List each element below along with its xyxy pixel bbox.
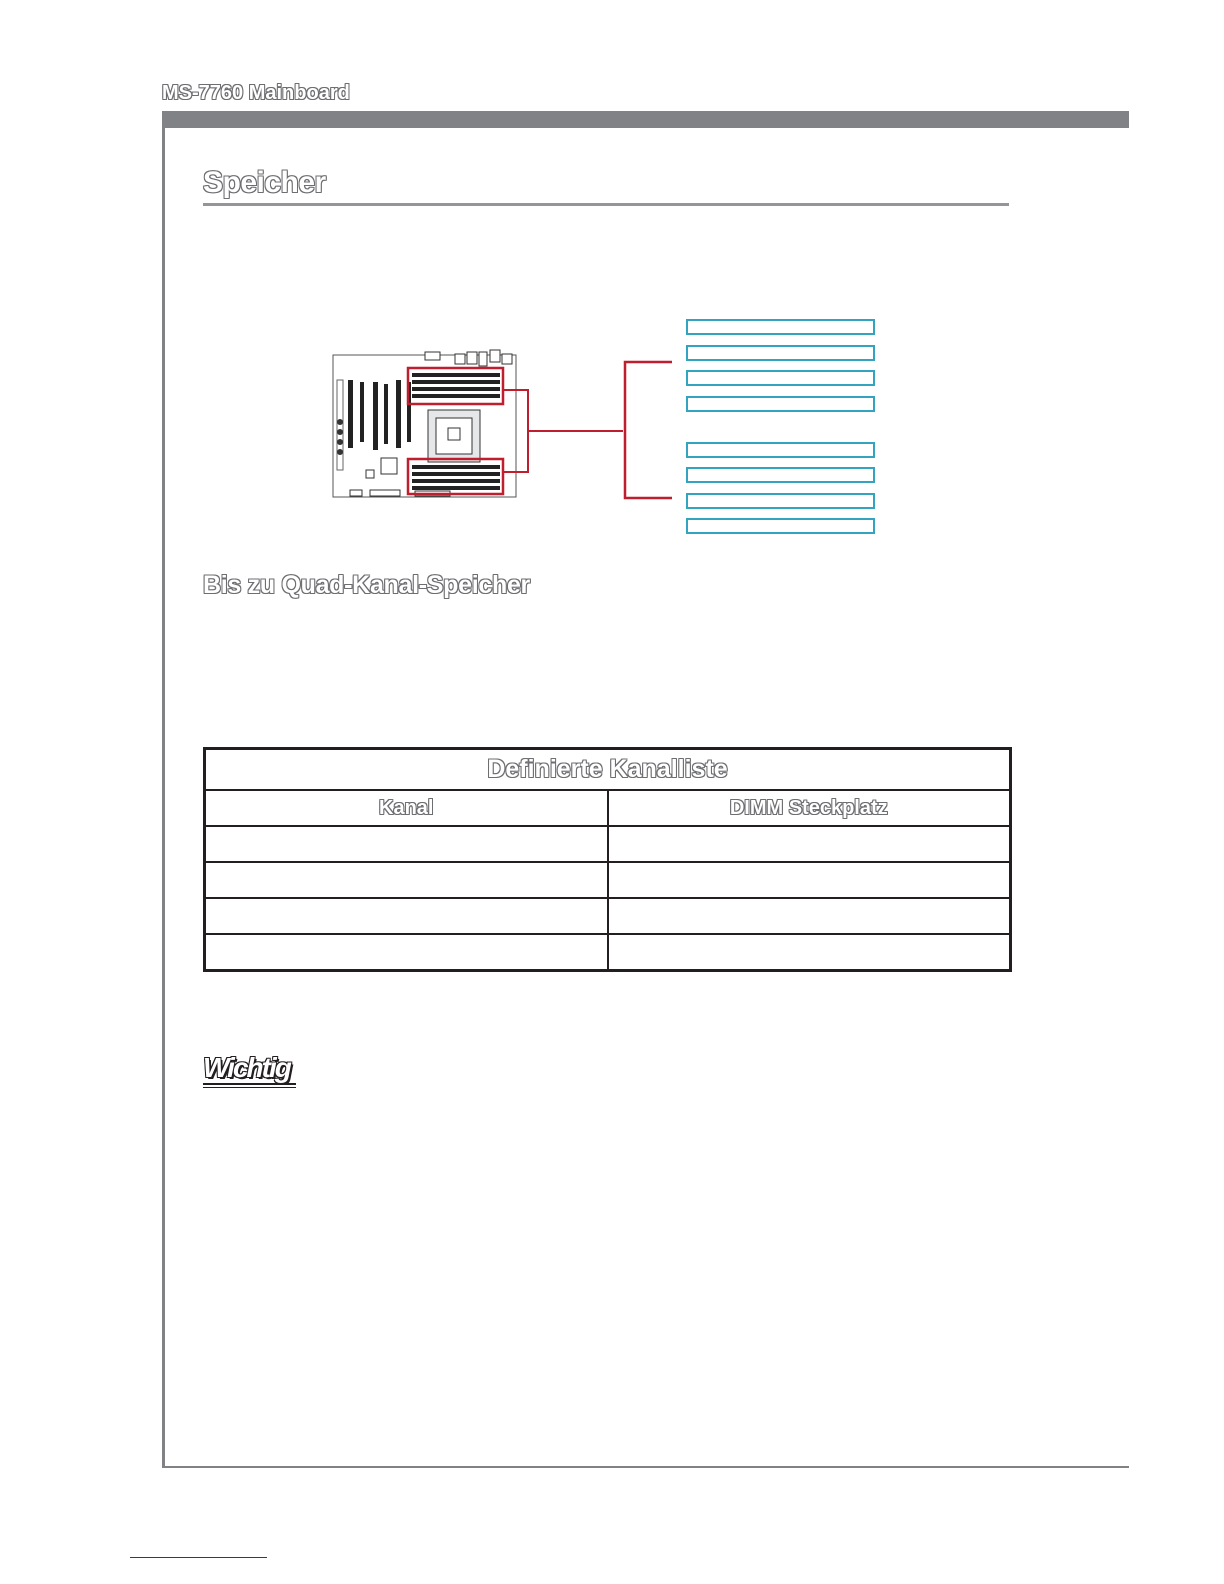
rear-io-port [490,350,500,362]
section-title: Speicher [203,166,326,199]
rear-io-port [502,354,512,364]
table-cell [205,898,608,934]
rear-io-port [467,352,477,364]
pcie-slot [373,382,378,450]
dimm-label-box [686,442,875,458]
important-label: Wichtig [203,1052,290,1083]
pcie-slot [396,380,401,448]
memory-slot-diagram [330,310,890,545]
table-row [205,934,1011,971]
pcie-slot [384,384,388,444]
table-header-dimm-slot: DIMM Steckplatz [608,790,1011,826]
table-cell [205,934,608,971]
table-cell [205,862,608,898]
important-underline [203,1083,296,1085]
dimm-label-box [686,493,875,509]
rear-io-port [425,352,440,360]
table-row [205,826,1011,862]
subheading: Bis zu Quad-Kanal-Speicher [203,571,530,599]
running-header: MS-7760 Mainboard [162,82,350,104]
table-caption: Definierte Kanalliste [205,749,1011,791]
table-cell [608,934,1011,971]
table-row [205,898,1011,934]
bracket-to-slots [625,362,672,498]
dimm-label-box [686,396,875,412]
table-header-channel: Kanal [205,790,608,826]
dimm-label-box [686,345,875,361]
footer-link-underline[interactable] [130,1557,267,1558]
pcie-slot [348,380,353,448]
dimm-label-box [686,518,875,534]
rear-io-port [479,352,487,366]
dimm-label-box [686,370,875,386]
table-row [205,862,1011,898]
table-cell [608,826,1011,862]
dimm-label-box [686,319,875,335]
left-margin-rule [162,111,165,1468]
dimm-label-box [686,467,875,483]
table-cell [608,862,1011,898]
footer-rule [162,1466,1129,1468]
rear-io-port [455,354,465,364]
header-bar [162,111,1129,128]
section-title-underline [203,203,1009,206]
chipset [381,458,397,474]
table-cell [608,898,1011,934]
important-underline [203,1087,296,1088]
channel-table [203,747,1012,972]
pcie-slot [360,382,364,442]
table-cell [205,826,608,862]
